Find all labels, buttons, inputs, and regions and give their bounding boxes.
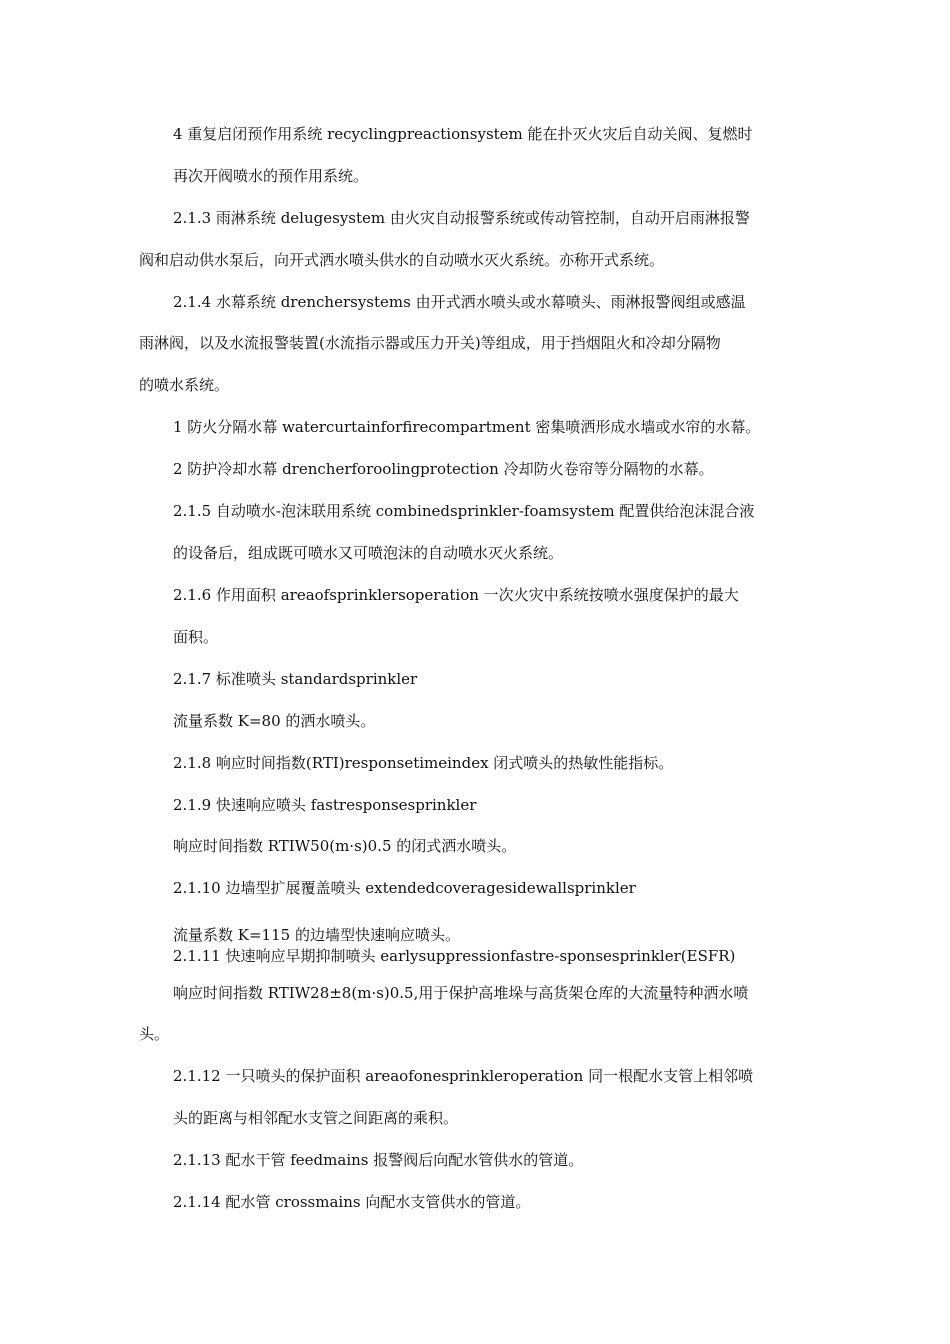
text-line: 的喷水系统。 [139,376,230,394]
text-line: 的设备后，组成既可喷水又可喷泡沫的自动喷水灭火系统。 [173,544,564,562]
text-line: 2.1.14 配水管 crossmains 向配水支管供水的管道。 [173,1193,531,1211]
text-line: 2.1.8 响应时间指数(RTI)responsetimeindex 闭式喷头的热敏性能指标。 [173,754,674,772]
text-line: 4 重复启闭预作用系统 recyclingpreactionsystem 能在扑灭火灾后自动关阀、复燃时 [173,125,753,143]
text-line: 2.1.7 标准喷头 standardsprinkler [173,670,418,688]
text-line: 再次开阀喷水的预作用系统。 [173,167,369,185]
text-line: 2.1.10 边墙型扩展覆盖喷头 extendedcoveragesidewallsprinkler [173,879,636,897]
text-line: 1 防火分隔水幕 watercurtainforfirecompartment 密集喷洒形成水墙或水帘的水幕。 [173,418,761,436]
text-line: 2.1.6 作用面积 areaofsprinklersoperation 一次火灾中系统按喷水强度保护的最大 [173,586,739,604]
text-line: 响应时间指数 RTIW50(m·s)0.5 的闭式洒水喷头。 [173,837,517,855]
text-line: 头的距离与相邻配水支管之间距离的乘积。 [173,1109,459,1127]
text-line: 流量系数 K=80 的洒水喷头。 [173,712,376,730]
text-line: 2.1.13 配水干管 feedmains 报警阀后向配水管供水的管道。 [173,1151,584,1169]
text-line: 流量系数 K=115 的边墙型快速响应喷头。 [173,926,460,944]
text-line: 2.1.5 自动喷水-泡沫联用系统 combinedsprinkler-foamsystem 配置供给泡沫混合液 [173,502,755,520]
text-line: 2.1.9 快速响应喷头 fastresponsesprinkler [173,796,477,814]
text-line: 2.1.4 水幕系统 drenchersystems 由开式洒水喷头或水幕喷头、雨淋报警阀组或感温 [173,293,746,311]
text-line: 响应时间指数 RTIW28±8(m·s)0.5,用于保护高堆垛与高货架仓库的大流量特种洒水喷 [173,984,749,1002]
text-line: 雨淋阀，以及水流报警装置(水流指示器或压力开关)等组成，用于挡烟阻火和冷却分隔物 [139,334,721,352]
text-line: 面积。 [173,628,219,646]
text-line: 头。 [139,1025,170,1043]
text-line: 2.1.3 雨淋系统 delugesystem 由火灾自动报警系统或传动管控制，自动开启雨淋报警 [173,209,750,227]
text-line: 2.1.11 快速响应早期抑制喷头 earlysuppressionfastre-sponsesprinkler(ESFR) [173,947,736,965]
text-line: 2.1.12 一只喷头的保护面积 areaofonesprinkleroperation 同一根配水支管上相邻喷 [173,1067,754,1085]
text-line: 2 防护冷却水幕 drencherforoolingprotection 冷却防火卷帘等分隔物的水幕。 [173,460,714,478]
text-line: 阀和启动供水泵后，向开式洒水喷头供水的自动喷水灭火系统。亦称开式系统。 [139,251,665,269]
